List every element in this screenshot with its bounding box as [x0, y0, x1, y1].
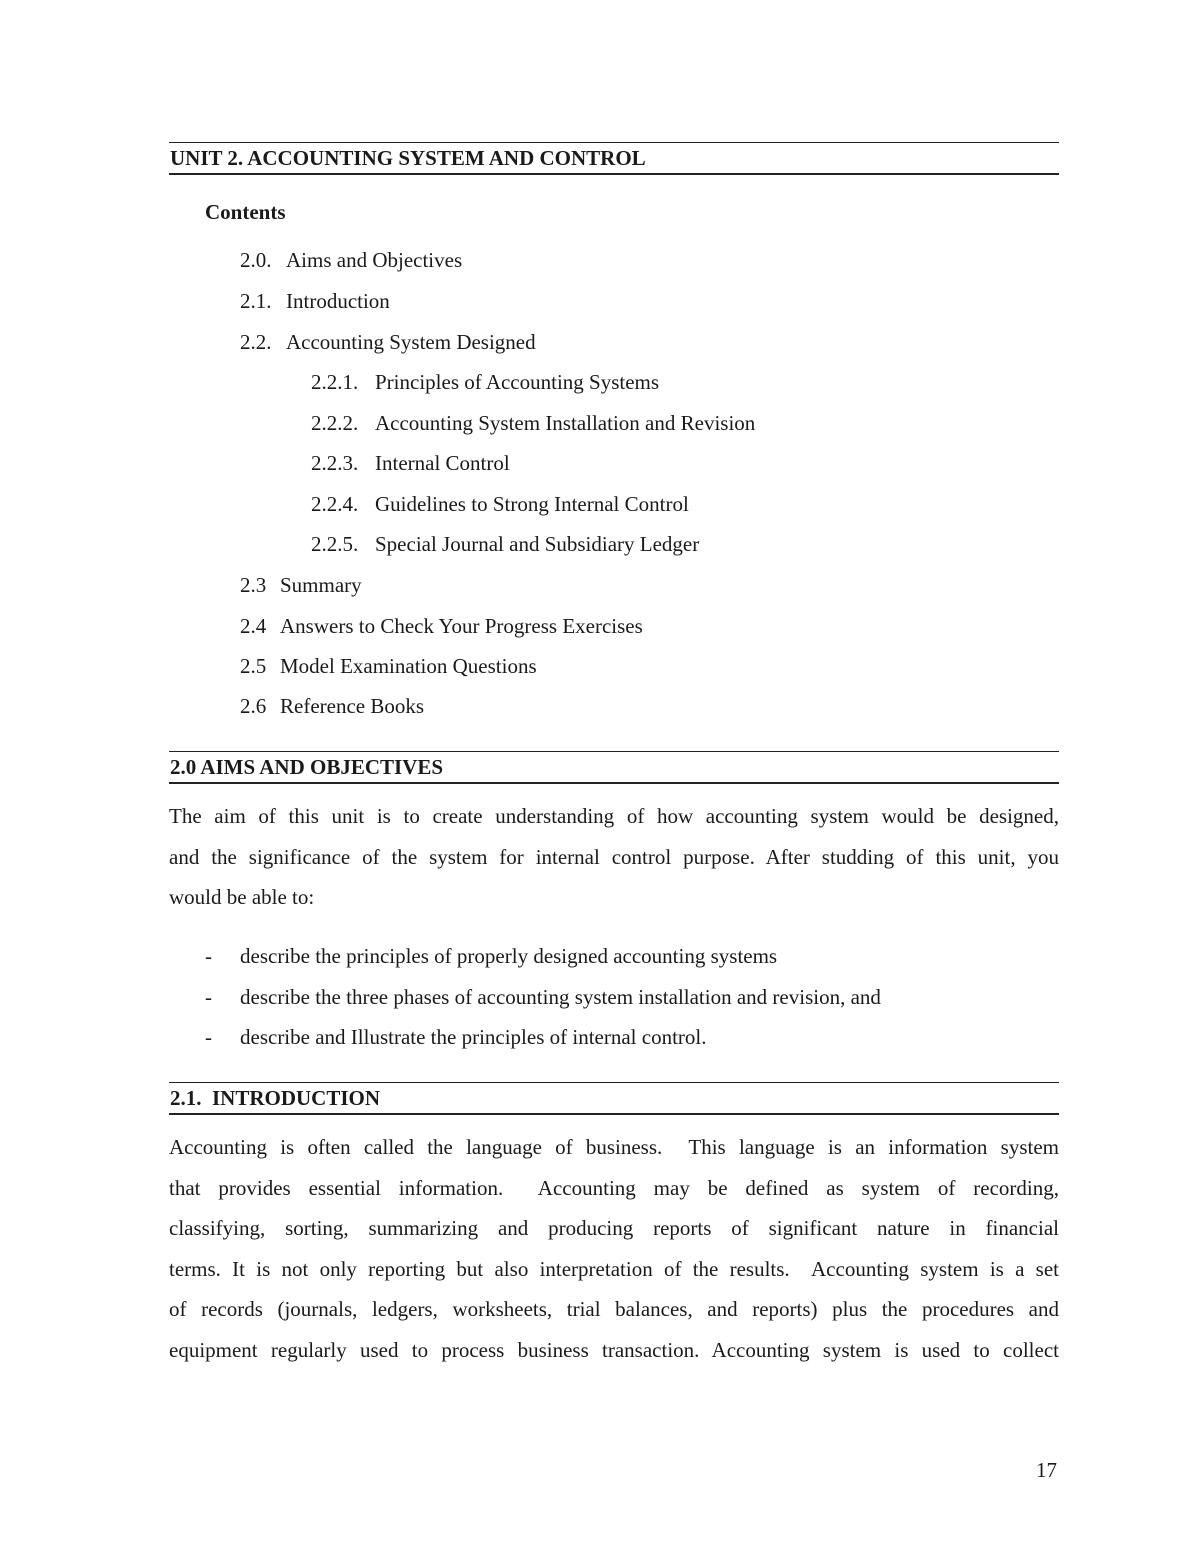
intro-line: that provides essential information. Accounting may be defined as system of recording, [169, 1175, 1059, 1200]
aims-paragraph [169, 796, 1059, 918]
toc-item: 2.4 Answers to Check Your Progress Exercises [240, 614, 643, 638]
page-number: 17 [1036, 1458, 1057, 1482]
list-item: describe the three phases of accounting system installation and revision, and [240, 985, 881, 1009]
toc-item: 2.2.5. Special Journal and Subsidiary Ledger [311, 532, 700, 556]
intro-line: equipment regularly used to process business transaction. Accounting system is used to collect [169, 1337, 1059, 1362]
toc-item: 2.3 Summary [240, 573, 362, 597]
toc-item: 2.1. Introduction [240, 289, 390, 313]
toc-item: 2.0. Aims and Objectives [240, 248, 463, 272]
toc-item: 2.2.1. Principles of Accounting Systems [311, 370, 660, 394]
intro-line: classifying, sorting, summarizing and producing reports of significant nature in financial [169, 1216, 1059, 1241]
intro-heading [169, 1082, 1059, 1115]
aims-line: would be able to: [169, 885, 315, 910]
intro-paragraph [169, 1127, 1059, 1371]
aims-heading-text: 2.0 AIMS AND OBJECTIVES [170, 755, 444, 779]
intro-heading-text: 2.1. INTRODUCTION [170, 1086, 381, 1110]
toc-item: 2.2.3. Internal Control [311, 451, 510, 475]
unit-heading-text: UNIT 2. ACCOUNTING SYSTEM AND CONTROL [170, 146, 646, 170]
bullet-marker: - [205, 1025, 212, 1049]
toc-item: 2.6 Reference Books [240, 694, 425, 718]
toc-item: 2.2.2. Accounting System Installation and Revision [311, 411, 756, 435]
unit-heading [169, 142, 1059, 175]
aims-line: and the significance of the system for internal control purpose. After studding of this unit, you [169, 844, 1059, 869]
aims-heading [169, 751, 1059, 784]
list-item: describe and Illustrate the principles of internal control. [240, 1025, 707, 1049]
list-item: describe the principles of properly designed accounting systems [240, 944, 778, 968]
intro-line: of records (journals, ledgers, worksheets, trial balances, and reports) plus the procedures and [169, 1297, 1059, 1322]
aims-line: The aim of this unit is to create understanding of how accounting system would be designed, [169, 804, 1059, 828]
contents-label: Contents [205, 200, 286, 224]
intro-line: terms. It is not only reporting but also interpretation of the results. Accounting system is a set [169, 1256, 1059, 1281]
bullet-marker: - [205, 985, 212, 1009]
bullet-marker: - [205, 944, 212, 968]
toc-item: 2.2. Accounting System Designed [240, 330, 536, 354]
toc-item: 2.5 Model Examination Questions [240, 654, 537, 678]
toc-item: 2.2.4. Guidelines to Strong Internal Control [311, 492, 689, 516]
intro-line: Accounting is often called the language of business. This language is an information system [169, 1135, 1059, 1159]
